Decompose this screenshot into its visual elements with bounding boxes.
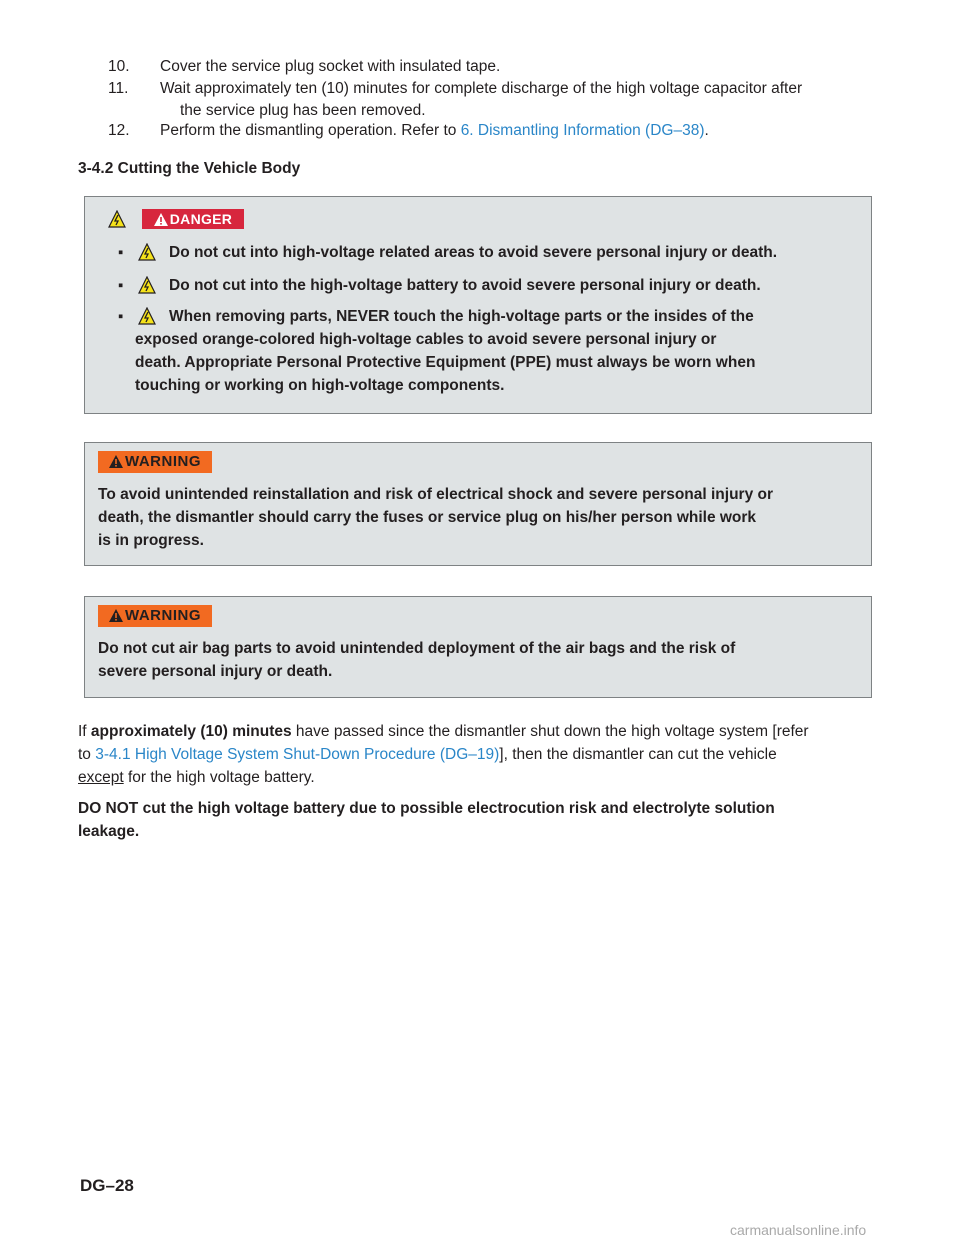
section-heading: 3-4.2 Cutting the Vehicle Body — [78, 160, 301, 177]
warning-1-text: To avoid unintended reinstallation and risk of electrical shock and severe personal injury or death, the dismantler should carry the fuses or service plug on his/her person while work is in progress. — [98, 486, 774, 549]
bullet: ▪ — [118, 308, 124, 325]
step-11 — [108, 78, 868, 122]
danger-item-1: Do not cut into high-voltage related areas to avoid severe personal injury or death. — [169, 244, 778, 261]
step-12 — [108, 120, 868, 142]
alert-icon — [109, 455, 123, 468]
danger-item-2: Do not cut into the high-voltage battery to avoid severe personal injury or death. — [169, 277, 761, 294]
alert-icon — [109, 609, 123, 622]
high-voltage-icon — [138, 243, 156, 261]
shutdown-procedure-link[interactable]: 3-4.1 High Voltage System Shut-Down Procedure (DG–19) — [95, 746, 500, 763]
watermark: carmanualsonline.info — [730, 1222, 867, 1238]
danger-badge: DANGER — [142, 209, 244, 229]
step-text: Perform the dismantling operation. Refer to 6. Dismantling Information (DG–38). — [160, 122, 709, 139]
step-text: Cover the service plug socket with insulated tape. — [160, 58, 501, 75]
page-number: DG–28 — [80, 1176, 134, 1195]
body-paragraph: If approximately (10) minutes have passed since the dismantler shut down the high voltage system [refer to 3-4.1 High Voltage System Shut-Down Procedure (DG–19)], then the dismantler can cut the vehicle except for the high voltage battery. — [78, 723, 809, 786]
bullet: ▪ — [118, 277, 124, 294]
high-voltage-icon — [138, 276, 156, 294]
step-number: 12. — [108, 122, 130, 139]
warning-badge: WARNING — [98, 605, 212, 627]
warning-badge: WARNING — [98, 451, 212, 473]
step-number: 11. — [108, 80, 129, 97]
dismantling-info-link[interactable]: 6. Dismantling Information (DG–38) — [460, 122, 705, 139]
closing-warning: DO NOT cut the high voltage battery due to possible electrocution risk and electrolyte solution leakage. — [78, 800, 775, 840]
alert-icon — [154, 213, 168, 226]
step-10 — [108, 56, 868, 78]
danger-item-3: When removing parts, NEVER touch the high-voltage parts or the insides of the exposed orange-colored high-voltage cables to avoid severe personal injury or death. Appropriate Personal Protective Equipment (PPE) must always be worn when touching or working on high-voltage components. — [135, 308, 756, 394]
warning-2-text: Do not cut air bag parts to avoid unintended deployment of the air bags and the risk of severe personal injury or death. — [98, 640, 736, 680]
high-voltage-icon — [108, 210, 126, 228]
step-number: 10. — [108, 58, 130, 75]
step-text: Wait approximately ten (10) minutes for complete discharge of the high voltage capacitor after the service plug has been removed. — [160, 80, 803, 119]
bullet: ▪ — [118, 244, 124, 261]
